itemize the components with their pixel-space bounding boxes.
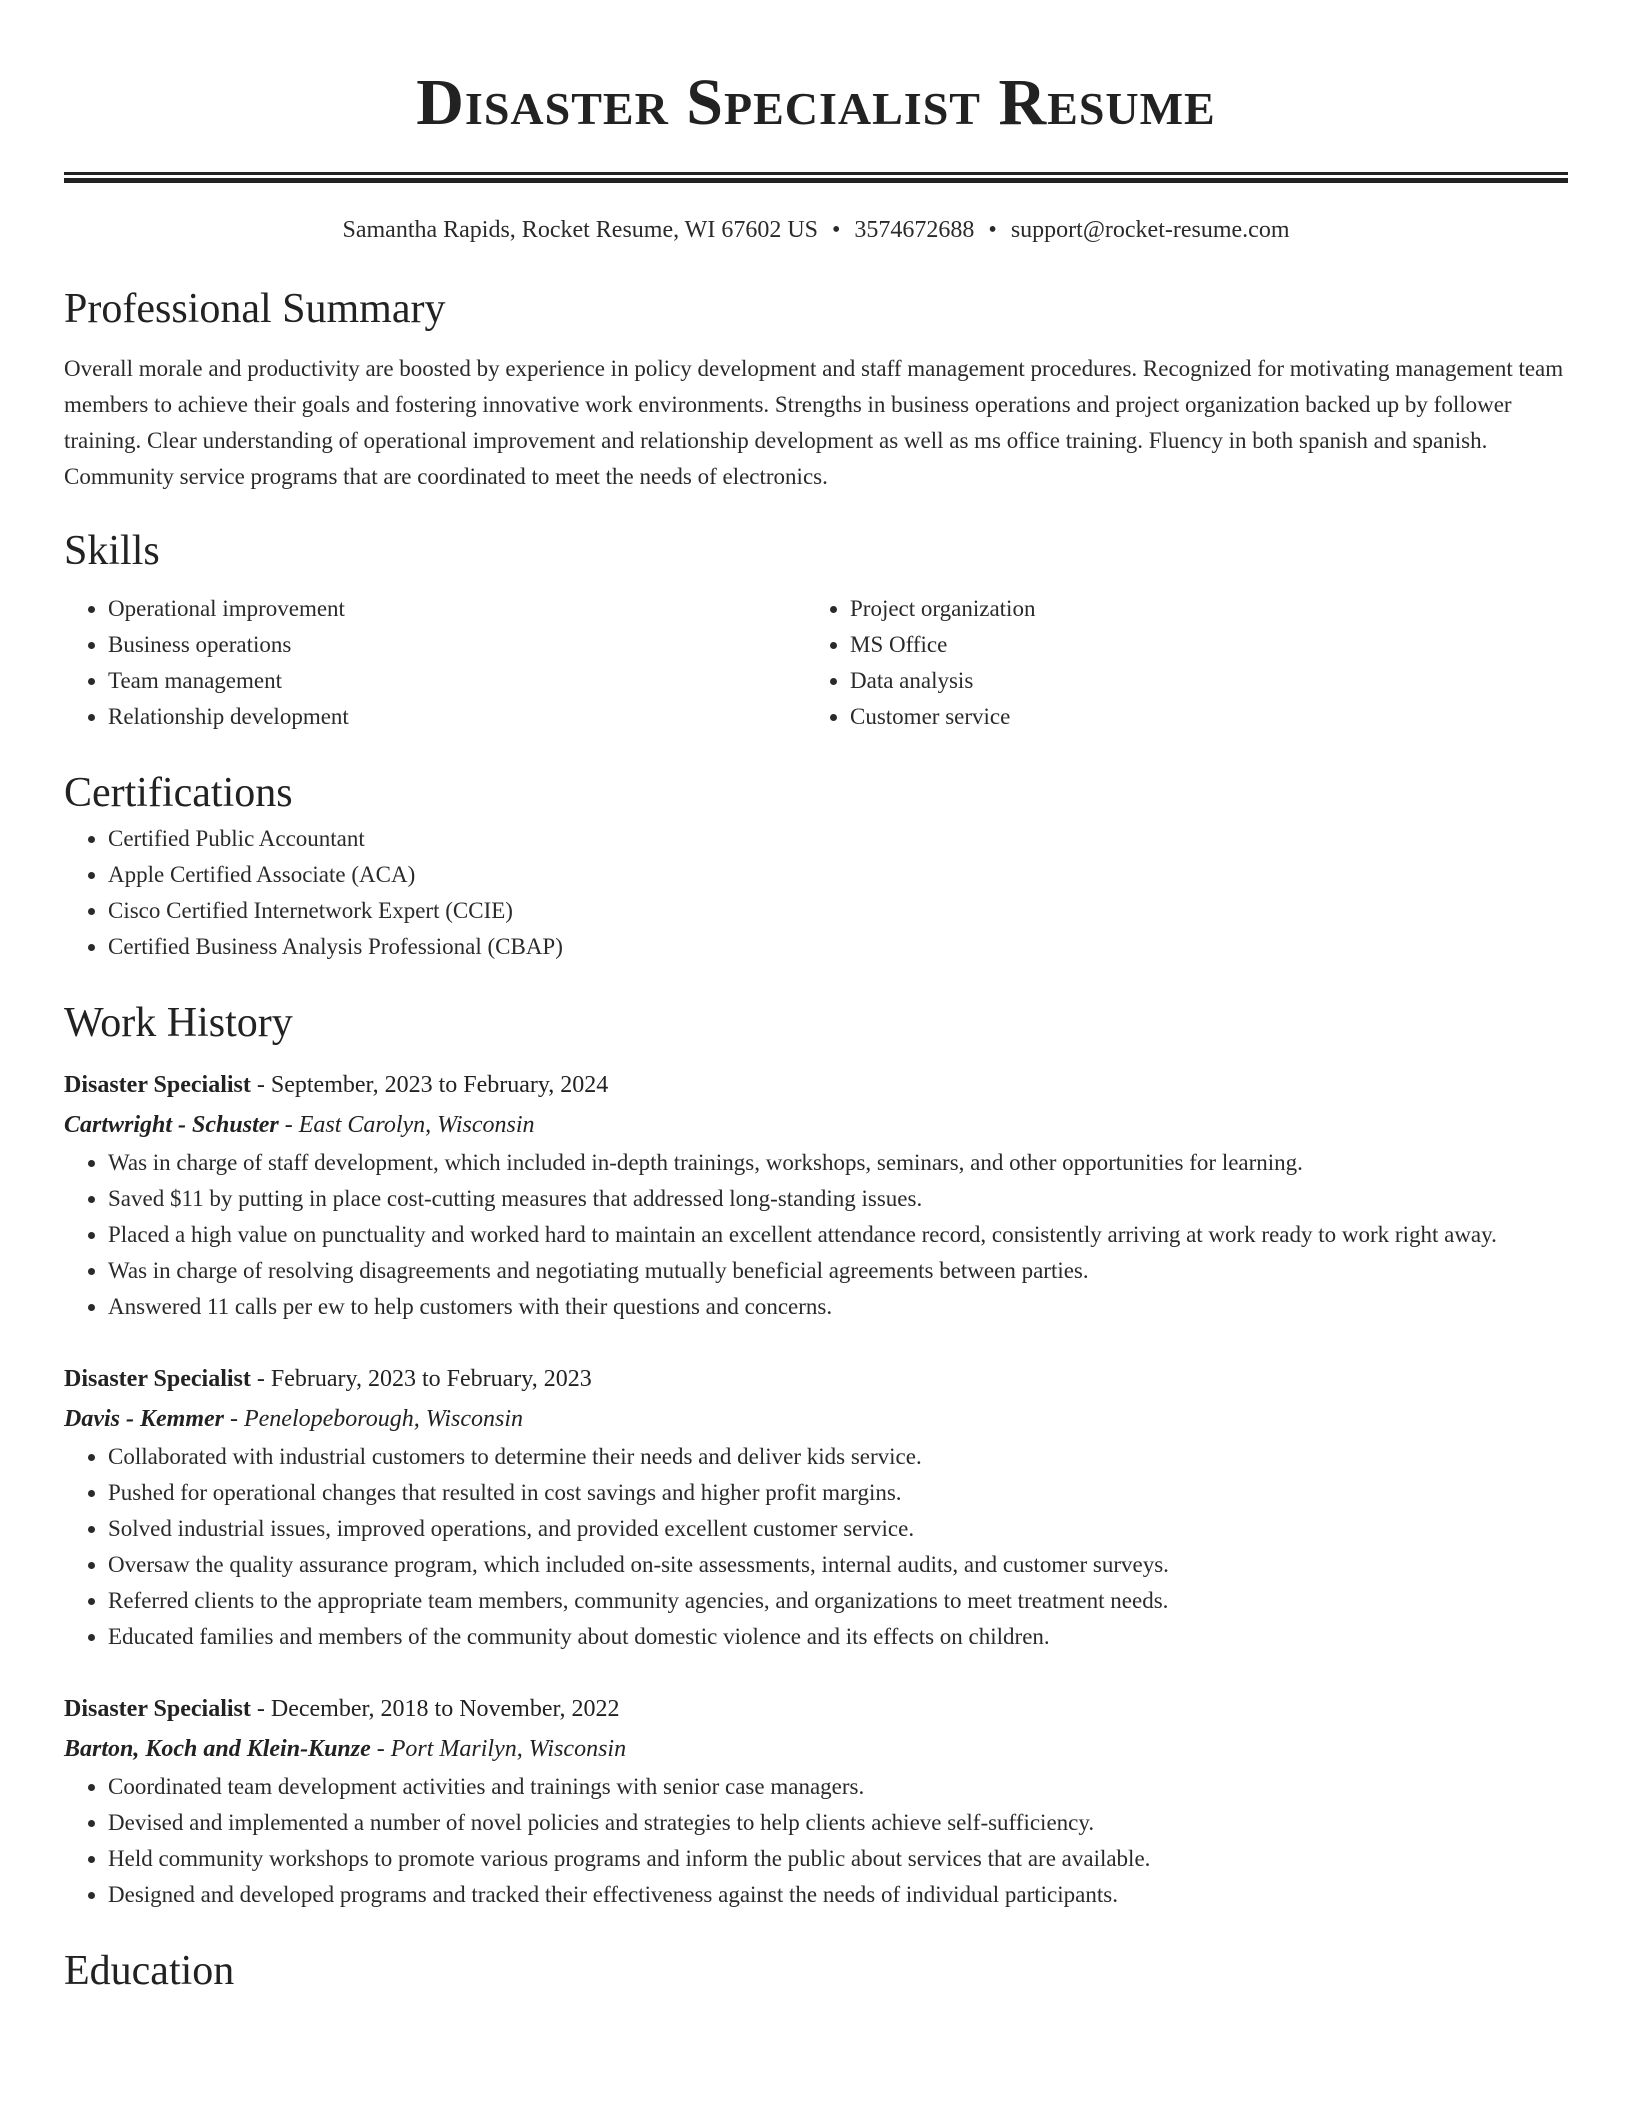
skill-item: • Customer service xyxy=(850,699,1548,735)
skill-item: • Team management xyxy=(108,663,806,699)
job-entry xyxy=(64,1359,1568,1655)
contact-separator: • xyxy=(988,217,997,243)
job-bullet: • Saved $11 by putting in place cost-cutting measures that addressed long-standing issues. xyxy=(108,1181,1568,1217)
job-company: Barton, Koch and Klein-Kunze xyxy=(64,1736,371,1762)
title-double-rule xyxy=(64,172,1568,183)
work-history-heading: Work History xyxy=(64,1000,293,1046)
certifications-heading: Certifications xyxy=(64,770,293,816)
skills-heading: Skills xyxy=(64,528,160,574)
skills-list-left xyxy=(64,591,806,735)
job-dash: - xyxy=(250,1696,271,1722)
job-dash: - xyxy=(223,1406,244,1432)
job-location: Penelopeborough, Wisconsin xyxy=(243,1406,524,1432)
job-dash: - xyxy=(250,1366,271,1392)
job-bullet: • Designed and developed programs and tracked their effectiveness against the needs of individual participants. xyxy=(108,1877,1568,1913)
job-bullet: • Coordinated team development activities and trainings with senior case managers. xyxy=(108,1769,1568,1805)
summary-text: Overall morale and productivity are boosted by experience in policy development and staff management procedures. Recognized for motivating management team members to achieve their goals and fostering innovative work environments. Strengths in business operations and project organization backed up by follower training. Clear understanding of operational improvement and relationship development as well as ms office training. Fluency in both spanish and spanish. Community service programs that are coordinated to meet the needs of electronics. xyxy=(64,356,1564,489)
job-bullet: • Answered 11 calls per ew to help customers with their questions and concerns. xyxy=(108,1289,1568,1325)
job-company: Davis - Kemmer xyxy=(64,1406,224,1432)
job-bullets xyxy=(64,1145,1568,1325)
job-dates: December, 2018 to November, 2022 xyxy=(270,1696,620,1722)
contact-phone: 3574672688 xyxy=(854,217,975,243)
job-bullet: • Placed a high value on punctuality and worked hard to maintain an excellent attendance record, consistently arriving at work ready to work right away. xyxy=(108,1217,1568,1253)
summary-heading: Professional Summary xyxy=(64,286,446,332)
skills-list-right xyxy=(806,591,1548,735)
job-title: Disaster Specialist xyxy=(64,1072,251,1098)
job-bullet: • Collaborated with industrial customers to determine their needs and deliver kids service. xyxy=(108,1439,1568,1475)
job-bullet: • Oversaw the quality assurance program, which included on-site assessments, internal audits, and customer surveys. xyxy=(108,1547,1568,1583)
skills-column-right xyxy=(806,591,1548,735)
skill-item: • Project organization xyxy=(850,591,1548,627)
skills-column-left xyxy=(64,591,806,735)
job-title-line xyxy=(64,1065,1568,1105)
skill-item: • Relationship development xyxy=(108,699,806,735)
job-location: East Carolyn, Wisconsin xyxy=(298,1112,535,1138)
skills-grid xyxy=(64,591,1568,735)
job-company-line xyxy=(64,1399,1568,1439)
job-title: Disaster Specialist xyxy=(64,1366,251,1392)
resume-title: Disaster Specialist Resume xyxy=(416,66,1216,139)
skill-item: • Data analysis xyxy=(850,663,1548,699)
job-company: Cartwright - Schuster xyxy=(64,1112,279,1138)
job-dash: - xyxy=(370,1736,391,1762)
job-dash: - xyxy=(250,1072,271,1098)
contact-address: Samantha Rapids, Rocket Resume, WI 67602 US xyxy=(342,217,818,243)
skill-item: • Operational improvement xyxy=(108,591,806,627)
job-bullet: • Held community workshops to promote various programs and inform the public about services that are available. xyxy=(108,1841,1568,1877)
certification-item: • Cisco Certified Internetwork Expert (CCIE) xyxy=(108,893,1568,929)
job-title: Disaster Specialist xyxy=(64,1696,251,1722)
job-dates: September, 2023 to February, 2024 xyxy=(270,1072,609,1098)
contact-separator: • xyxy=(832,217,841,243)
job-bullet: • Referred clients to the appropriate team members, community agencies, and organizations to meet treatment needs. xyxy=(108,1583,1568,1619)
job-bullet: • Pushed for operational changes that resulted in cost savings and higher profit margins. xyxy=(108,1475,1568,1511)
job-title-line xyxy=(64,1689,1568,1729)
job-bullet: • Solved industrial issues, improved operations, and provided excellent customer service. xyxy=(108,1511,1568,1547)
job-entry xyxy=(64,1689,1568,1913)
job-bullets xyxy=(64,1439,1568,1655)
job-title-line xyxy=(64,1359,1568,1399)
job-entry xyxy=(64,1065,1568,1325)
skill-item: • Business operations xyxy=(108,627,806,663)
skill-item: • MS Office xyxy=(850,627,1548,663)
certification-item: • Certified Business Analysis Professional (CBAP) xyxy=(108,929,1568,965)
job-bullets xyxy=(64,1769,1568,1913)
job-bullet: • Devised and implemented a number of novel policies and strategies to help clients achieve self-sufficiency. xyxy=(108,1805,1568,1841)
job-bullet: • Was in charge of staff development, which included in-depth trainings, workshops, seminars, and other opportunities for learning. xyxy=(108,1145,1568,1181)
job-location: Port Marilyn, Wisconsin xyxy=(390,1736,627,1762)
job-bullet: • Was in charge of resolving disagreements and negotiating mutually beneficial agreements between parties. xyxy=(108,1253,1568,1289)
contact-line xyxy=(64,213,1568,247)
certification-item: • Apple Certified Associate (ACA) xyxy=(108,857,1568,893)
job-dates: February, 2023 to February, 2023 xyxy=(270,1366,592,1392)
education-heading: Education xyxy=(64,1948,235,1994)
certification-item: • Certified Public Accountant xyxy=(108,821,1568,857)
job-company-line xyxy=(64,1105,1568,1145)
job-company-line xyxy=(64,1729,1568,1769)
job-dash: - xyxy=(278,1112,299,1138)
contact-email: support@rocket-resume.com xyxy=(1010,217,1290,243)
job-bullet: • Educated families and members of the community about domestic violence and its effects on children. xyxy=(108,1619,1568,1655)
certifications-list xyxy=(64,821,1568,965)
